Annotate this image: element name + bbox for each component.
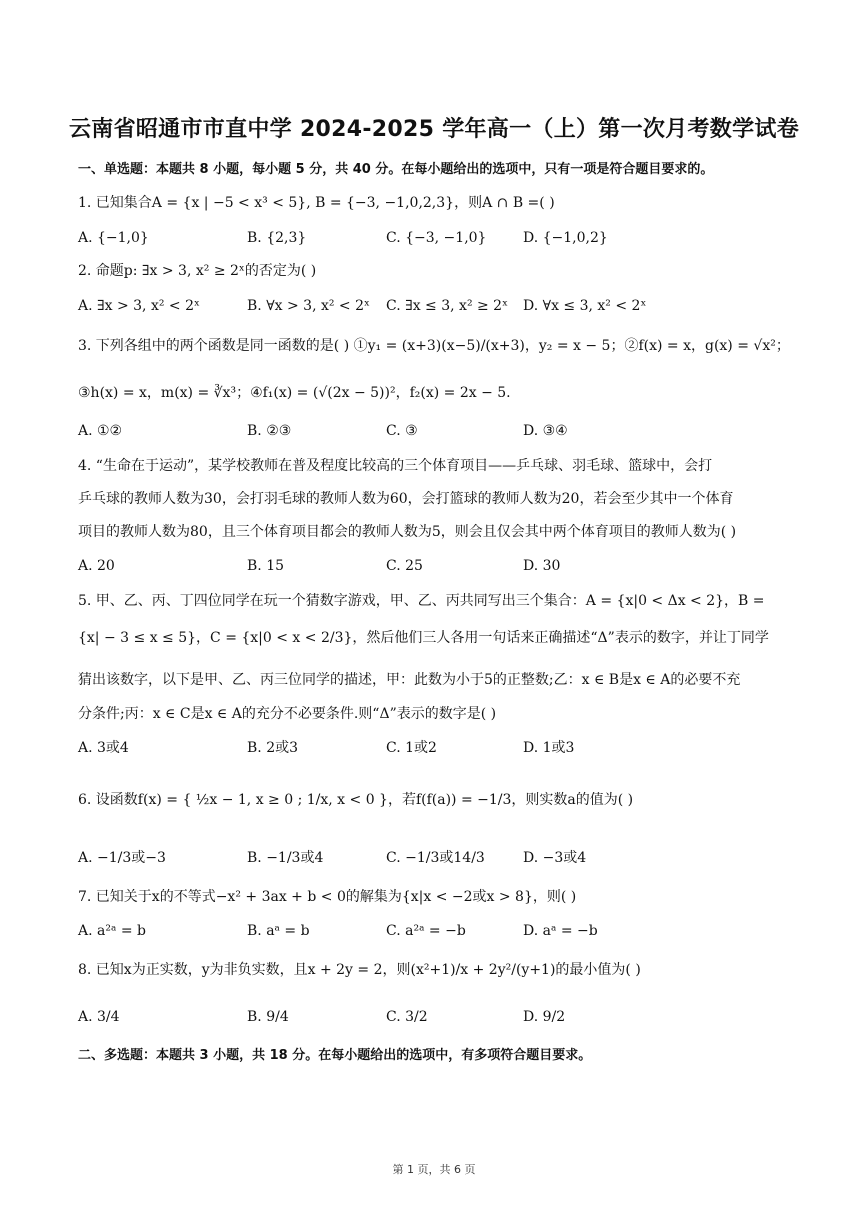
question-1-option-c: C. {−3, −1,0} [386, 230, 487, 246]
question-4-option-a: A. 20 [78, 558, 115, 574]
question-3-option-d: D. ③④ [523, 423, 568, 439]
question-3-stem-line-1: 3. 下列各组中的两个函数是同一函数的是( ) ①y₁ = (x+3)(x−5)/(x+3)，y₂ = x − 5；②f(x) = x，g(x) = √x²； [78, 338, 790, 354]
section-heading-single-choice: 一、单选题：本题共 8 小题，每小题 5 分，共 40 分。在每小题给出的选项中，只有一项是符合题目要求的。 [78, 162, 714, 177]
question-4-option-b: B. 15 [247, 558, 285, 574]
question-6-option-b: B. −1/3或4 [247, 850, 324, 866]
question-1-option-d: D. {−1,0,2} [523, 230, 608, 246]
question-8-option-b: B. 9/4 [247, 1009, 289, 1025]
question-1-option-a: A. {−1,0} [78, 230, 149, 246]
question-6-option-d: D. −3或4 [523, 850, 587, 866]
question-5-option-b: B. 2或3 [247, 740, 299, 756]
question-2-option-a: A. ∃x > 3, x² < 2ˣ [78, 298, 200, 314]
question-5-option-d: D. 1或3 [523, 740, 575, 756]
question-6-option-a: A. −1/3或−3 [78, 850, 166, 866]
question-2-option-b: B. ∀x > 3, x² < 2ˣ [247, 298, 370, 314]
question-7-option-b: B. aᵃ = b [247, 923, 310, 939]
question-3-option-b: B. ②③ [247, 423, 292, 439]
question-5-stem-line-3: 猜出该数字，以下是甲、乙、丙三位同学的描述，甲：此数为小于5的正整数;乙：x ∈ B是x ∈ A的必要不充 [78, 672, 741, 688]
question-5-stem-line-1: 5. 甲、乙、丙、丁四位同学在玩一个猜数字游戏，甲、乙、丙共同写出三个集合：A = {x|0 < Δx < 2}，B = [78, 593, 765, 609]
question-5-stem-line-2: {x| − 3 ≤ x ≤ 5}，C = {x|0 < x < 2/3}，然后他们三人各用一句话来正确描述“Δ”表示的数字，并让丁同学 [78, 630, 769, 646]
page-title: 云南省昭通市市直中学 2024-2025 学年高一（上）第一次月考数学试卷 [68, 117, 799, 142]
question-3-option-a: A. ①② [78, 423, 123, 439]
question-8-option-c: C. 3/2 [386, 1009, 428, 1025]
question-3-option-c: C. ③ [386, 423, 418, 439]
question-2-option-d: D. ∀x ≤ 3, x² < 2ˣ [523, 298, 647, 314]
question-6-stem: 6. 设函数f(x) = { ½x − 1, x ≥ 0 ; 1/x, x < 0 }，若f(f(a)) = −1/3，则实数a的值为( ) [78, 792, 634, 808]
question-7-option-a: A. a²ᵃ = b [78, 923, 146, 939]
question-8-option-d: D. 9/2 [523, 1009, 566, 1025]
question-5-option-a: A. 3或4 [78, 740, 129, 756]
question-7-option-c: C. a²ᵃ = −b [386, 923, 466, 939]
question-6-option-c: C. −1/3或14/3 [386, 850, 485, 866]
question-2-stem: 2. 命题p: ∃x > 3, x² ≥ 2ˣ的否定为( ) [78, 263, 317, 279]
question-4-option-c: C. 25 [386, 558, 423, 574]
section-heading-multiple-choice: 二、多选题：本题共 3 小题，共 18 分。在每小题给出的选项中，有多项符合题目要求。 [78, 1048, 592, 1063]
question-8-option-a: A. 3/4 [78, 1009, 120, 1025]
question-4-option-d: D. 30 [523, 558, 561, 574]
question-5-stem-line-4: 分条件;丙：x ∈ C是x ∈ A的充分不必要条件.则“Δ”表示的数字是( ) [78, 706, 497, 722]
question-4-stem-line-1: 4. “生命在于运动”，某学校教师在普及程度比较高的三个体育项目——乒乓球、羽毛球、篮球中，会打 [78, 458, 713, 474]
question-4-stem-line-2: 乒乓球的教师人数为30，会打羽毛球的教师人数为60，会打篮球的教师人数为20，若会至少其中一个体育 [78, 491, 734, 507]
question-4-stem-line-3: 项目的教师人数为80，且三个体育项目都会的教师人数为5，则会且仅会其中两个体育项目的教师人数为( ) [78, 524, 737, 540]
question-7-option-d: D. aᵃ = −b [523, 923, 598, 939]
question-2-option-c: C. ∃x ≤ 3, x² ≥ 2ˣ [386, 298, 509, 314]
question-3-stem-line-2: ③h(x) = x，m(x) = ∛x³；④f₁(x) = (√(2x − 5))²，f₂(x) = 2x − 5. [78, 385, 511, 401]
page-footer: 第 1 页，共 6 页 [392, 1163, 476, 1176]
question-1-stem: 1. 已知集合A = {x | −5 < x³ < 5}, B = {−3, −1,0,2,3}，则A ∩ B =( ) [78, 195, 555, 211]
question-7-stem: 7. 已知关于x的不等式−x² + 3ax + b < 0的解集为{x|x < −2或x > 8}，则( ) [78, 889, 577, 905]
question-5-option-c: C. 1或2 [386, 740, 437, 756]
question-8-stem: 8. 已知x为正实数，y为非负实数，且x + 2y = 2，则(x²+1)/x + 2y²/(y+1)的最小值为( ) [78, 962, 641, 978]
question-1-option-b: B. {2,3} [247, 230, 307, 246]
